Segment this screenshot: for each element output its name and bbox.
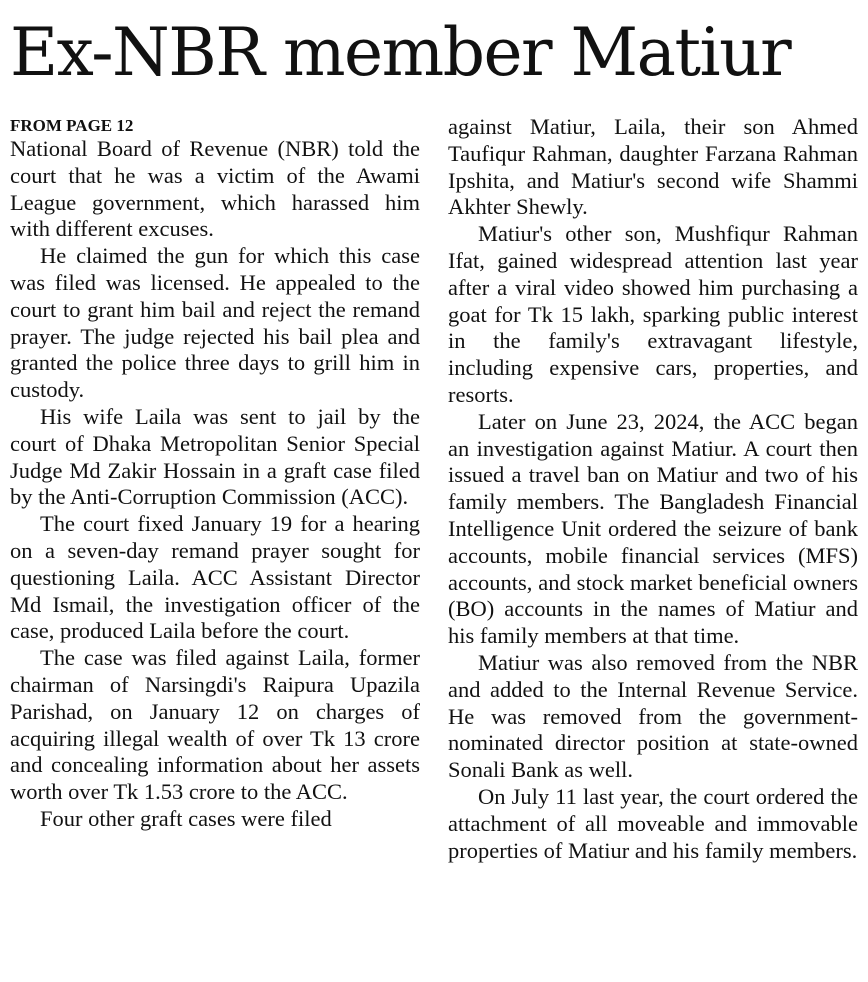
paragraph: National Board of Revenue (NBR) told the court that he was a victim of the Awami League government, which harassed him with different excuses. [10, 136, 420, 242]
paragraph: Matiur was also removed from the NBR and added to the Internal Revenue Service. He was removed from the government-nominated director position at state-owned Sonali Bank as well. [448, 649, 858, 783]
paragraph: The court fixed January 19 for a hearing on a seven-day remand prayer sought for questioning Laila. ACC Assistant Director Md Ismail, the investigation officer of the case, produced Laila before the court. [10, 511, 420, 644]
left-column [10, 114, 420, 833]
paragraph: He claimed the gun for which this case was filed was licensed. He appealed to the court to grant him bail and reject the remand prayer. The judge rejected his bail plea and granted the police three days to grill him in custody. [10, 243, 420, 403]
paragraph: Later on June 23, 2024, the ACC began an investigation against Matiur. A court then issued a travel ban on Matiur and two of his family members. The Bangladesh Financial Intelligence Unit ordered the seizure of bank accounts, mobile financial services (MFS) accounts, and stock market beneficial owners (BO) accounts in the names of Matiur and his family members at that time. [448, 408, 858, 649]
paragraph: The case was filed against Laila, former chairman of Narsingdi's Raipura Upazila Parishad, on January 12 on charges of acquiring illegal wealth of over Tk 13 crore and concealing information about her assets worth over Tk 1.53 crore to the ACC. [10, 645, 420, 805]
right-column [448, 114, 858, 864]
paragraph: His wife Laila was sent to jail by the court of Dhaka Metropolitan Senior Special Judge Md Zakir Hossain in a graft case filed by the Anti-Corruption Commission (ACC). [10, 403, 420, 510]
headline: Ex-NBR member Matiur [10, 14, 791, 91]
paragraph: Four other graft cases were filed [40, 805, 332, 831]
paragraph: Matiur's other son, Mushfiqur Rahman Ifat, gained widespread attention last year after a viral video showed him purchasing a goat for Tk 15 lakh, sparking public interest in the family's extravagant lifestyle, including expensive cars, properties, and resorts. [448, 221, 858, 407]
paragraph: against Matiur, Laila, their son Ahmed Taufiqur Rahman, daughter Farzana Rahman Ipshita, and Matiur's second wife Shammi Akhter Shewly. [448, 114, 858, 220]
kicker: FROM PAGE 12 [10, 116, 134, 135]
paragraph: On July 11 last year, the court ordered the attachment of all moveable and immovable properties of Matiur and his family members. [448, 783, 858, 863]
